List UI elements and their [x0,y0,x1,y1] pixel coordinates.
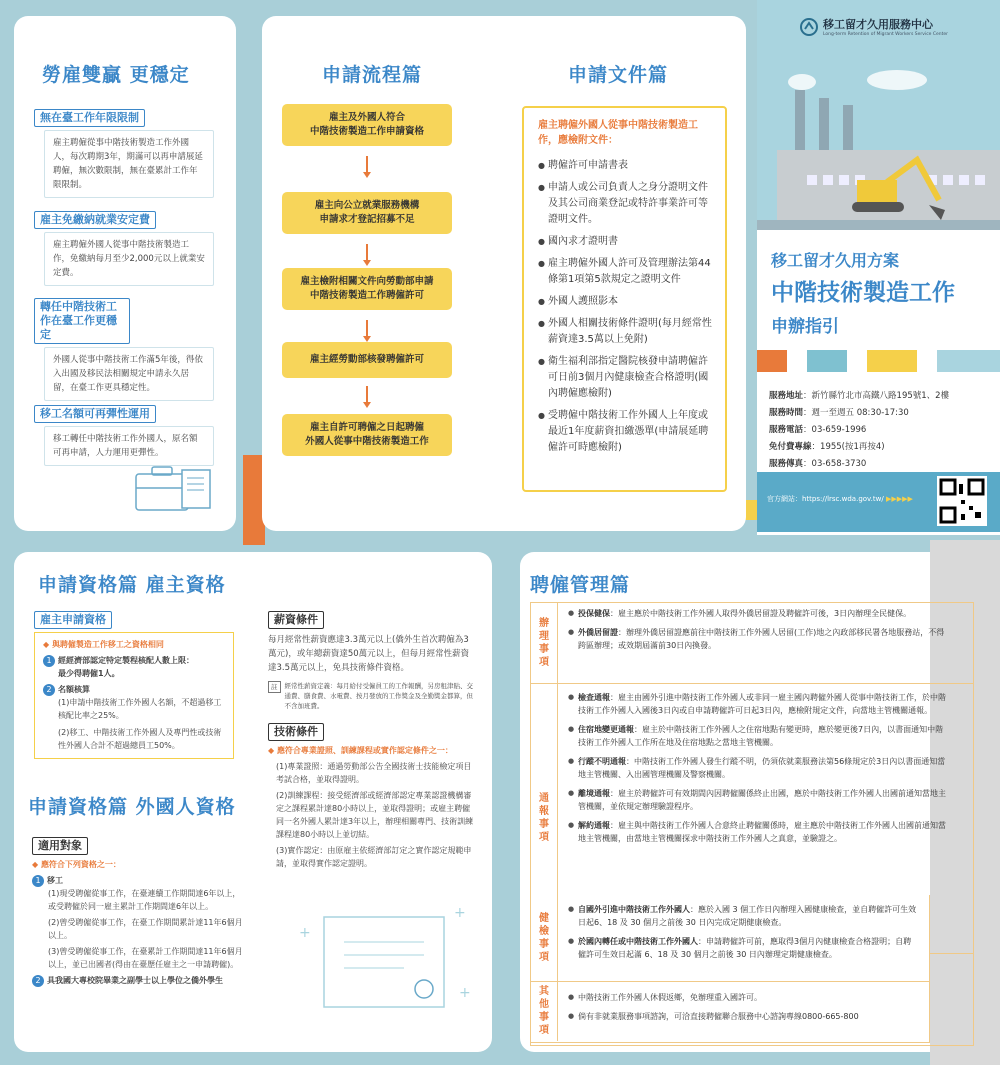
row-label-other: 其他事項 [539,986,549,1036]
doc-item: ● 國內求才證明書 [538,234,715,250]
employer-sub-2: (2)移工、中階技術工作外國人及專門性或技術性外國人合計不超過總員工50%。 [58,728,222,750]
info-row-address: 服務地址：新竹縣竹北市高鐵八路195號1、2樓 [769,391,950,401]
panel3-title: 申請文件篇 [568,64,669,86]
report-item-2: ● 住宿地變更通報：雇主於中階技術工作外國人之住宿地點有變更時，應於變更後7日內，以書面通知中階技術工作外國人工作所在地及住宿地點之當地主管機關。 [568,723,951,749]
site-link[interactable]: https://lrsc.wda.gov.tw/ [802,495,884,503]
salary-tag: 薪資條件 [268,611,324,629]
arrow-icon [365,386,369,410]
flow-step-5: 雇主自許可聘僱之日起聘僱 外國人從事中階技術製造工作 [282,414,452,456]
docs-head: 雇主聘僱外國人從事中階技術製造工作，應檢附文件： [538,120,698,146]
row-label-health: 健檢事項 [539,913,549,963]
qr-code-icon[interactable] [937,476,987,526]
foreigner-sub-2: (2)曾受聘僱從事工作，在臺工作期間累計達11年6個月以上。 [48,918,243,940]
row-label-handle: 辦理事項 [539,618,549,668]
report-item-5: ● 解約通報：雇主與中階技術工作外國人合意終止聘僱關係時，雇主應於中階技術工作外國人出國前通知當地主管機關，由當地主管機關探求中階技術工作外國人之真意，並驗證之。 [568,819,951,845]
service-info [769,388,997,473]
p1-text-4: 移工轉任中階技術工作外國人，原名額可再申請，人力運用更彈性。 [44,426,214,466]
docs-box [522,106,727,492]
p1-item-1 [34,106,214,198]
cover-guide-title: 申辦指引 [771,317,839,337]
row-label-report: 通報事項 [539,793,549,843]
p1-tag-2: 雇主免繳納就業安定費 [34,211,156,229]
foreigner-sub-3: (3)曾受聘僱從事工作，在臺累計工作期間達11年6個月以上，並已出國者(得由在臺歷任雇主之一申請聘僱)。 [48,947,243,969]
health-item-2: ● 於國內轉任或中階技術工作外國人：申請聘僱許可前，應取得3個月內健康檢查合格證明；自聘僱許可生效日起滿 6、18 及 30 個月之前後 30 日內辦理定期健康檢查。 [568,935,919,961]
cover-panel [757,0,1000,535]
employer-item-1b: 最少得聘僱1人。 [58,669,120,678]
doc-item: ● 申請人或公司負責人之身分證明文件及其公司商業登記或特許事業許可等證明文件。 [538,180,715,228]
panel6-title: 聘僱管理篇 [530,574,631,596]
arrow-chevrons-icon: ▶▶▶▶▶ [885,495,913,503]
doc-item: ● 外國人相關技術條件證明(每月經常性薪資達3.5萬以上免附) [538,316,715,348]
flow-step-1: 雇主及外國人符合 中階技術製造工作申請資格 [282,104,452,146]
doc-item: ● 聘僱許可申請書表 [538,158,715,174]
employer-sub-1: (1)申請中階技術工作外國人名額，不超過移工核配比率之25%。 [58,698,222,720]
p1-tag-3: 轉任中階技術工作在臺工作更穩定 [34,298,130,344]
p1-tag-4: 移工名額可再彈性運用 [34,405,156,423]
handle-item-1: ● 投保健保：雇主應於中階技術工作外國人取得外僑居留證及聘僱許可後，3日內辦理全民健保。 [568,607,951,620]
foreigner-qual [32,834,247,987]
p1-item-2 [34,208,214,286]
tech-sub: ◆ 應符合專業證照、訓練課程或實作認定條件之一： [268,746,453,755]
foreigner-sub-1: (1)現受聘僱從事工作，在臺連續工作期間達6年以上，或受聘僱於同一雇主累計工作期間達6年以上。 [48,889,241,911]
health-item-1: ● 自國外引進中階技術工作外國人：應於入國 3 個工作日內辦理入國健康檢查，並自聘僱許可生效日起6、18 及 30 個月之前後 30 日內完成定期健康檢查。 [568,903,919,929]
other-item-2: ● 倘有非就業服務事項諮詢，可洽直接聘僱聯合服務中心諮詢專線0800-665-800 [568,1010,919,1023]
report-item-1: ● 檢查通報：雇主由國外引進中階技術工作外國人或非同一雇主國內聘僱外國人從事中階技術工作，於中階技術工作外國人入國後3日內或自申請聘僱許可日起3日內，應檢附規定文件，向當地主管機關通報。 [568,691,951,717]
certificate-icon [294,897,474,1027]
org-name-en: Long-term Retention of Migrant Workers Service Center [823,32,949,37]
arrow-icon [365,156,369,180]
report-item-4: ● 離境通報：雇主於聘僱許可有效期間內因聘僱關係終止出國，應於中階技術工作外國人出國前通知當地主管機關，並依規定辦理驗證程序。 [568,787,951,813]
employer-qual [34,608,242,759]
website-bar: 官方網站：https://lrsc.wda.gov.tw/ ▶▶▶▶▶ [757,472,1000,532]
process-flow [262,104,492,504]
p1-text-3: 外國人從事中階技術工作滿5年後，得依入出國及移民法相關規定申請永久居留，在臺工作更具穩定性。 [44,347,214,401]
foreigner-item-1: 1 移工 [32,874,247,887]
panel1-title: 勞雇雙贏 更穩定 [42,64,190,86]
management-health-other [530,895,930,1043]
cover-color-stripes [757,350,1000,372]
info-row-fax: 服務傳真：03-658-3730 [769,459,867,469]
info-row-phone: 服務電話：03-659-1996 [769,425,867,435]
doc-item: ● 受聘僱中階技術工作外國人上年度或最近1年度薪資扣繳憑單(申請展延聘僱許可時應檢附) [538,408,715,456]
info-row-hours: 服務時間：週一至週五 08:30-17:30 [769,408,909,418]
row-other [557,981,929,1041]
doc-item: ● 外國人護照影本 [538,294,715,310]
arrow-icon [365,244,369,268]
cover-main-title: 中階技術製造工作 [771,280,955,306]
employer-qual-sub: ◆ 與聘僱製造工作移工之資格相同 [43,640,164,649]
panel4-title: 申請資格篇 雇主資格 [38,574,226,596]
employer-item-2: 2 名額核算 [43,683,225,696]
flow-step-2: 雇主向公立就業服務機構 申請求才登記招募不足 [282,192,452,234]
panel4-title-2: 申請資格篇 外國人資格 [28,796,236,818]
foreigner-qual-tag: 適用對象 [32,837,88,855]
doc-item: ● 衛生福利部指定醫院核發申請聘僱許可日前3個月內健康檢查合格證明(國內聘僱應檢附) [538,354,715,402]
p1-item-3 [34,298,214,401]
svg-text:+: + [299,925,311,941]
arrow-icon [365,320,369,344]
panel-qualifications [14,552,492,1052]
foreigner-item-2: 2 具我國大專校院畢業之副學士以上學位之僑外學生 [32,974,247,987]
salary-text: 每月經常性薪資應達3.3萬元以上(僑外生首次聘僱為3萬元)，或年總薪資達50萬元以上，但每月經常性薪資達3.5萬元以上，免具技術條件資格。 [268,635,470,673]
panel2-title: 申請流程篇 [322,64,423,86]
flow-step-4: 雇主經勞動部核發聘僱許可 [282,342,452,378]
panel-process-docs [262,16,746,531]
foreigner-qual-sub: ◆ 應符合下列資格之一： [32,860,121,869]
row-health [557,895,929,981]
note-mark: 註 [268,681,281,693]
doc-item: ● 雇主聘僱外國人許可及管理辦法第44條第1項第5款規定之證明文件 [538,256,715,288]
p1-text-2: 雇主聘僱外國人從事中階技術製造工作，免繳納每月至少2,000元以上就業安定費。 [44,232,214,286]
p1-item-4 [34,402,214,466]
other-item-1: ● 中階技術工作外國人休假返鄉，免辦理重入國許可。 [568,991,919,1004]
p1-text-1: 雇主聘僱從事中階技術製造工作外國人，每次聘期3年，期滿可以再申請展延聘僱，無次數限制，無在臺累計工作年限限制。 [44,130,214,198]
org-logo [799,16,948,37]
p1-tag-1: 無在臺工作年限限制 [34,109,145,127]
tech-1: (1)專業證照：通過勞動部公告全國技術士技能檢定項目考試合格，並取得證明。 [276,762,472,784]
panel-win-win [14,16,236,531]
svg-text:+: + [454,905,466,921]
handle-item-2: ● 外僑居留證：辦理外僑居留證應前往中階技術工作外國人居留(工作)地之內政部移民署各地服務站，不得跨區辦理；或效期屆滿前30日內換發。 [568,626,951,652]
tech-3: (3)實作認定：由原雇主依經濟部訂定之實作認定規範申請，並取得實作認定證明。 [276,846,472,868]
employer-qual-tag: 雇主申請資格 [34,611,112,629]
tech-tag: 技術條件 [268,723,324,741]
briefcase-icon [132,462,214,514]
employer-item-1: 1 經經濟部認定特定製程核配人數上限： [43,654,225,667]
row-handle [557,603,961,683]
salary-section [268,608,476,870]
cover-sub-title: 移工留才久用方案 [771,251,900,270]
tech-2: (2)訓練課程：接受經濟部或經濟部認定專業認證機構審定之課程累計達80小時以上，並取得證明；或雇主聘僱同一名外國人累計達3年以上，辦理相關專門、技術訓練課程達80小時以上並切結。 [276,791,474,839]
report-item-3: ● 行蹤不明通報：中階技術工作外國人發生行蹤不明，仍須依就業服務法第56條規定於3日內以書面通知當地主管機關、入出國管理機關及警察機關。 [568,755,951,781]
factory-illustration [757,60,1000,230]
svg-text:+: + [459,985,471,1001]
org-name: 移工留才久用服務中心 [823,18,933,31]
info-row-tollfree: 免付費專線：1955(按1再按4) [769,442,885,452]
org-logo-icon [799,17,819,37]
flow-step-3: 雇主檢附相關文件向勞動部申請 中階技術製造工作聘僱許可 [282,268,452,310]
salary-note: 註 經常性薪資定義：每月給付受僱員工的工作報酬，另房租津貼、交通費、膳食費、水電費、按月發放的工作獎金及全勤獎金都算，但不含加班費。 [268,681,476,711]
site-label: 官方網站 [767,495,795,503]
